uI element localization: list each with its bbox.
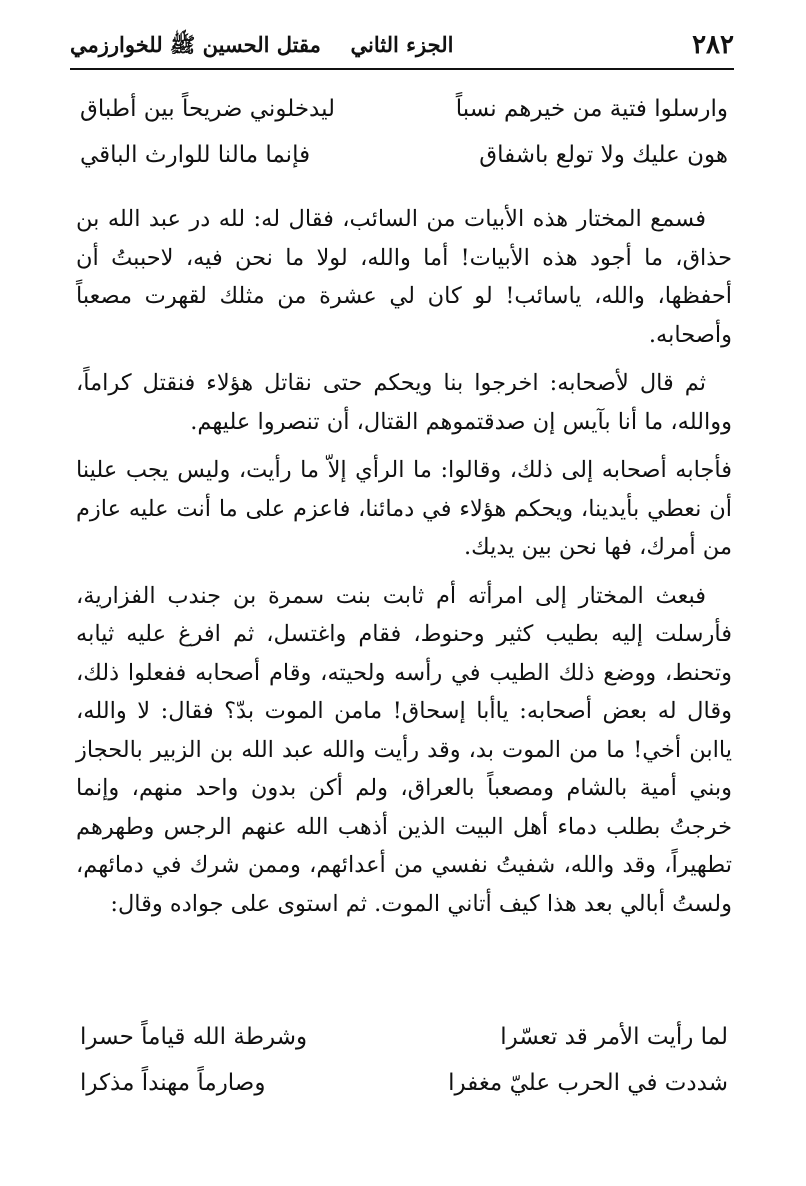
verse-first-hemistich: هون عليك ولا تولع باشفاق bbox=[479, 142, 728, 168]
running-header bbox=[70, 24, 734, 70]
verse-second-hemistich: ليدخلوني ضريحاً بين أطباق bbox=[80, 96, 336, 122]
poem-top bbox=[80, 96, 728, 188]
header-rule bbox=[70, 68, 734, 70]
verse bbox=[80, 1070, 728, 1116]
paragraph: فأجابه أصحابه إلى ذلك، وقالوا: ما الرأي إلاّ ما رأيت، وليس يجب علينا أن نعطي بأيدينا، ويحكم هؤلاء في دمائنا، فاعزم على ما أنت عليه عازم من أمرك، فها نحن بين يديك. bbox=[76, 457, 732, 560]
verse bbox=[80, 1024, 728, 1070]
verse-first-hemistich: شددت في الحرب عليّ مغفرا bbox=[448, 1070, 728, 1096]
poem-bottom bbox=[80, 1024, 728, 1116]
verse-second-hemistich: فإنما مالنا للوارث الباقي bbox=[80, 142, 311, 168]
paragraph: فسمع المختار هذه الأبيات من السائب، فقال له: لله در عبد الله بن حذاق، ما أجود هذه الأبيات! أما والله، لولا ما نحن فيه، لاحببتُ أن أحفظها، والله، ياسائب! لو كان لي عشرة من مثلك لقهرت مصعباً وأصحابه. bbox=[76, 206, 732, 348]
book-title: مقتل الحسين ﷺ للخوارزمي bbox=[70, 32, 321, 57]
body-text bbox=[76, 200, 732, 933]
paragraph: فبعث المختار إلى امرأته أم ثابت بنت سمرة بن جندب الفزارية، فأرسلت إليه بطيب كثير وحنوط، فقام واغتسل، ثم افرغ عليه ثيابه وتحنط، ووضع ذلك الطيب في رأسه ولحيته، وقام أصحابه ففعلوا ذلك، وقال له بعض أصحابه: ياأبا إسحاق! مامن الموت بدّ؟ فقال: لا والله، ياابن أخي! ما من الموت بد، وقد رأيت والله عبد الله بن الزبير بالحجاز وبني أمية بالشام ومصعباً بالعراق، ولم أكن بدون واحد منهم، وإنما خرجتُ بطلب دماء أهل البيت الذين أذهب الله عنهم الرجس وطهرهم تطهيراً، وقد والله، شفيتُ نفسي من أعدائهم، وممن شرك في دمائهم، ولستُ أبالي بعد هذا كيف أتاني الموت. ثم استوى على جواده وقال: bbox=[76, 582, 732, 917]
paragraph: ثم قال لأصحابه: اخرجوا بنا ويحكم حتى نقاتل هؤلاء فنقتل كراماً، ووالله، ما أنا بآيس إن صدقتموهم القتال، أن تنصروا عليهم. bbox=[76, 370, 732, 435]
verse bbox=[80, 96, 728, 142]
verse-first-hemistich: لما رأيت الأمر قد تعسّرا bbox=[500, 1024, 728, 1050]
verse-second-hemistich: وصارماً مهنداً مذكرا bbox=[80, 1070, 266, 1096]
part-title: الجزء الثاني bbox=[350, 32, 454, 57]
verse-second-hemistich: وشرطة الله قياماً حسرا bbox=[80, 1024, 308, 1050]
verse bbox=[80, 142, 728, 188]
verse-first-hemistich: وارسلوا فتية من خيرهم نسباً bbox=[455, 96, 728, 122]
page-number: ٢٨٢ bbox=[692, 30, 734, 60]
